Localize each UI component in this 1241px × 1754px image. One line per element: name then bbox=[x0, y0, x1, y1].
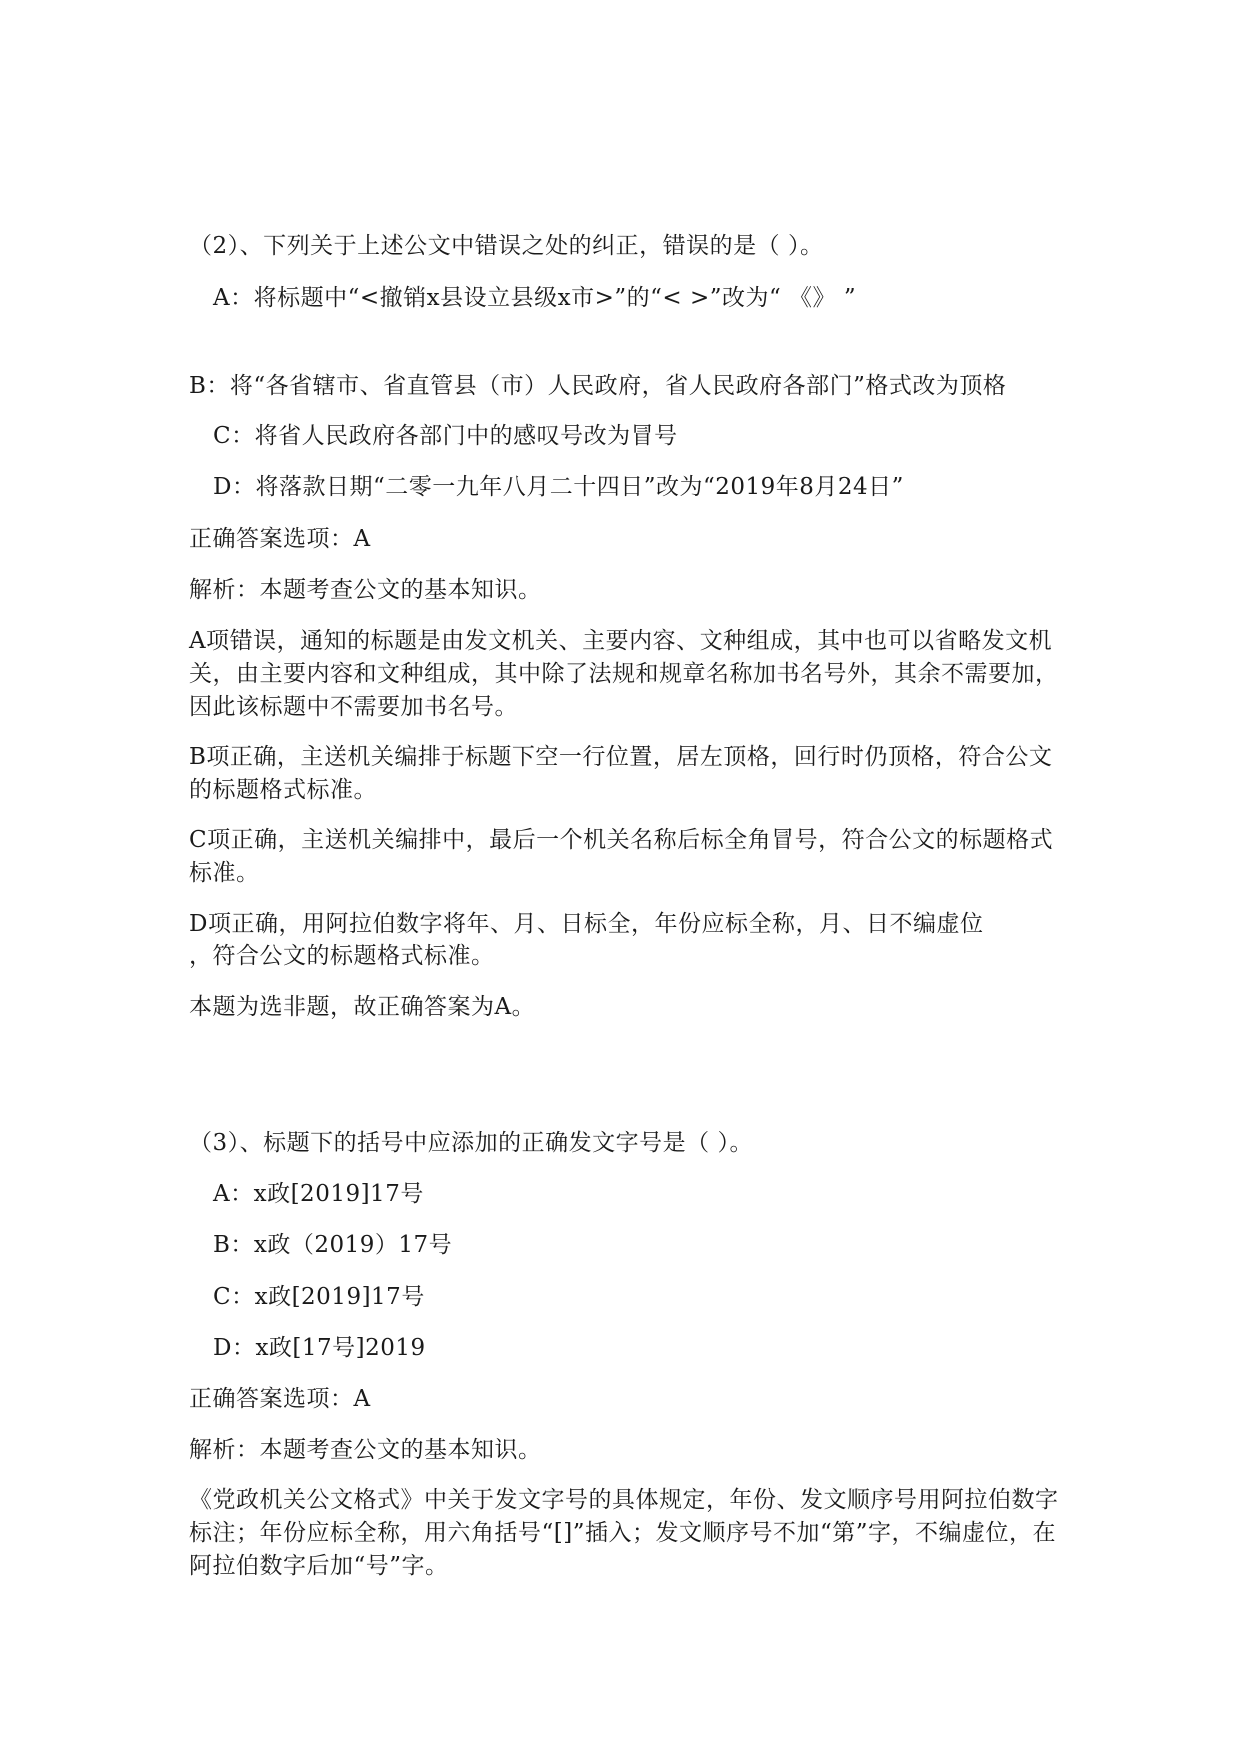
question-2-option-a: A：将标题中“<撤销x县设立县级x市>”的“< >”改为“ 《》 ” bbox=[213, 285, 857, 311]
question-2-analysis-a: A项错误，通知的标题是由发文机关、主要内容、文种组成，其中也可以省略发文机关，由主要内容和文种组成，其中除了法规和规章名称加书名号外，其余不需要加，因此该标题中不需要加书名号。 bbox=[189, 628, 1059, 720]
question-2-analysis-d-line1: D项正确，用阿拉伯数字将年、月、日标全，年份应标全称，月、日不编虚位 bbox=[189, 911, 984, 937]
question-2-answer: 正确答案选项：A bbox=[189, 526, 371, 552]
question-2-option-c: C：将省人民政府各部门中的感叹号改为冒号 bbox=[213, 423, 678, 449]
question-2-analysis-b: B项正确，主送机关编排于标题下空一行位置，居左顶格，回行时仍顶格，符合公文的标题格式标准。 bbox=[189, 744, 1053, 803]
question-3-option-a: A：x政[2019]17号 bbox=[213, 1181, 424, 1207]
question-3-analysis-title: 解析：本题考查公文的基本知识。 bbox=[189, 1437, 542, 1463]
question-3-option-c: C：x政[2019]17号 bbox=[213, 1284, 425, 1310]
question-2-option-b: B：将“各省辖市、省直管县（市）人民政府，省人民政府各部门”格式改为顶格 bbox=[189, 373, 1007, 399]
question-2-analysis-d-line2: ，符合公文的标题格式标准。 bbox=[189, 943, 495, 969]
question-3-text: （3）、标题下的括号中应添加的正确发文字号是（ ）。 bbox=[189, 1130, 753, 1156]
question-2-conclusion: 本题为选非题，故正确答案为A。 bbox=[189, 994, 536, 1020]
question-3-analysis-body: 《党政机关公文格式》中关于发文字号的具体规定，年份、发文顺序号用阿拉伯数字标注；年份应标全称，用六角括号“[]”插入；发文顺序号不加“第”字，不编虚位，在阿拉伯数字后加“号”字。 bbox=[189, 1487, 1059, 1579]
question-2-analysis-c: C项正确，主送机关编排中，最后一个机关名称后标全角冒号，符合公文的标题格式标准。 bbox=[189, 827, 1054, 886]
question-3-option-b: B：x政（2019）17号 bbox=[213, 1232, 453, 1258]
question-3-option-d: D：x政[17号]2019 bbox=[213, 1335, 426, 1361]
question-3-answer: 正确答案选项：A bbox=[189, 1386, 371, 1412]
question-2-option-d: D：将落款日期“二零一九年八月二十四日”改为“2019年8月24日” bbox=[213, 474, 904, 500]
question-2-text: （2）、下列关于上述公文中错误之处的纠正，错误的是（ ）。 bbox=[189, 233, 824, 259]
question-2-analysis-title: 解析：本题考查公文的基本知识。 bbox=[189, 577, 542, 603]
